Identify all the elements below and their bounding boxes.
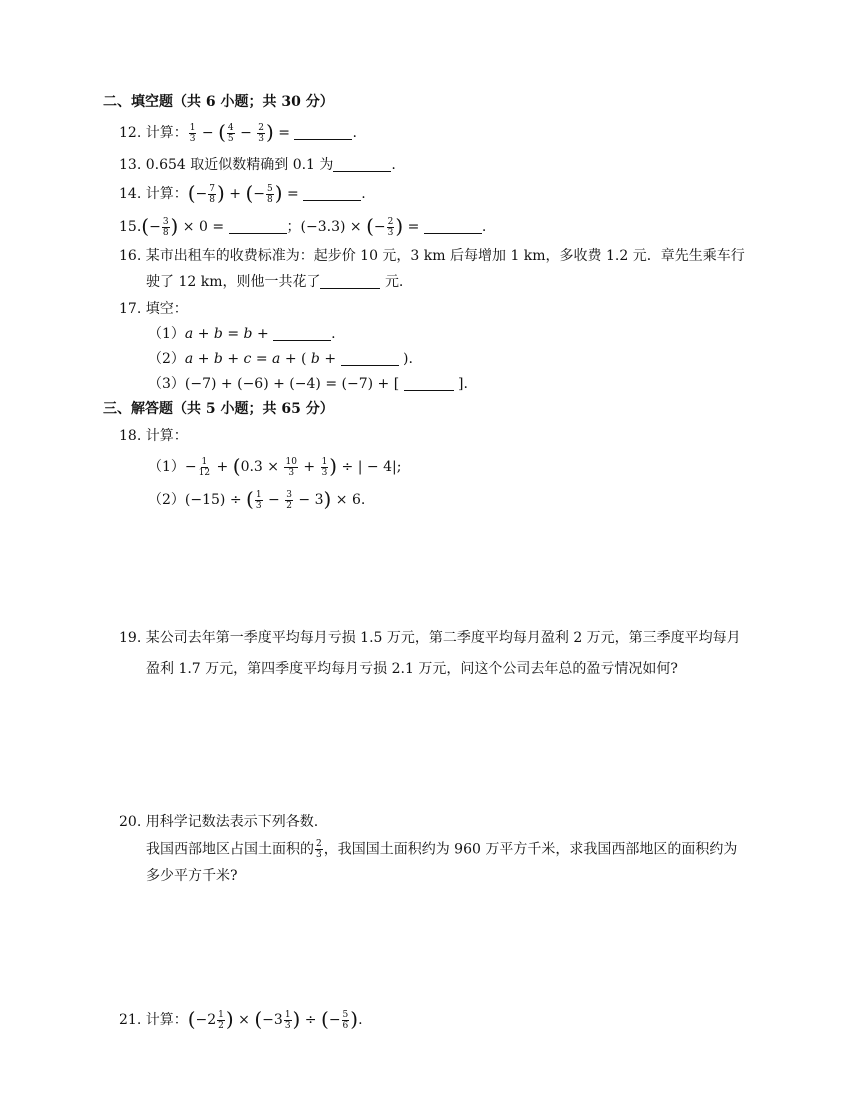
- section-heading-solve: 三、解答题（共 5 小题；共 65 分）: [103, 401, 334, 417]
- part-label: （2）: [148, 492, 185, 508]
- question-14-label: 14. 计算：: [119, 186, 188, 202]
- fraction: $\frac{3}{2}$: [286, 489, 292, 511]
- question-16-unit: 元.: [384, 274, 404, 290]
- fraction: $\frac{2}{3}$: [258, 122, 265, 144]
- fraction: $\frac{2}{3}$: [316, 839, 322, 860]
- fraction: $\frac{1}{2}$: [218, 1009, 224, 1031]
- question-12: 12. 计算： $\frac{1}{3}$ − ( $\frac{4}{5}$ − $\frac{2}{3}$ ) = .: [119, 120, 357, 144]
- question-20-text: 我国西部地区占国土面积的: [146, 841, 314, 858]
- question-21: 21. 计算：(−2 $\frac{1}{2}$ ) × (−3 $\frac{1}{3}$ ) ÷ (− $\frac{5}{6}$ ).: [119, 1007, 363, 1031]
- question-14: 14. 计算：(− $\frac{7}{8}$ ) + (− $\frac{5}{8}$ ) = .: [119, 181, 366, 205]
- question-13-text: 13. 0.654 取近似数精确到 0.1 为: [119, 157, 334, 173]
- period: .: [358, 1012, 363, 1028]
- question-15: 15.(− $\frac{3}{8}$ ) × 0 = ；(−3.3) × (− $\frac{2}{3}$ ) = .: [119, 214, 487, 238]
- question-18-part1: （1）− $\frac{1}{12}$ + (0.3 × $\frac{10}{3}$ + $\frac{1}{3}$ ) ÷ | − 4|;: [148, 454, 402, 478]
- answer-blank[interactable]: [320, 274, 380, 289]
- question-13: [119, 155, 396, 175]
- fraction: $\frac{1}{12}$: [198, 456, 211, 478]
- part-label: （1）: [148, 459, 185, 475]
- question-19-line1: 19. 某公司去年第一季度平均每月亏损 1.5 万元，第二季度平均每月盈利 2 万元，第三季度平均每月: [119, 630, 741, 646]
- question-20-text: ，我国国土面积约为 960 万平方千米，求我国西部地区的面积约为: [323, 841, 738, 858]
- answer-blank[interactable]: [341, 351, 399, 366]
- fraction: $\frac{1}{3}$: [255, 489, 262, 511]
- question-16-line2: [146, 272, 403, 292]
- period: .: [391, 157, 396, 173]
- question-17-part3: （3）(−7) + (−6) + (−4) = (−7) + [ ].: [148, 376, 468, 392]
- fraction: $\frac{2}{3}$: [387, 216, 394, 238]
- question-17-label: 17. 填空：: [119, 301, 188, 317]
- fraction: $\frac{5}{6}$: [342, 1009, 349, 1031]
- period: .: [352, 125, 357, 141]
- question-21-label: 21. 计算：: [119, 1012, 188, 1028]
- fraction: $\frac{4}{5}$: [227, 122, 234, 144]
- period: .: [361, 186, 366, 202]
- fraction: $\frac{1}{3}$: [189, 122, 196, 144]
- question-16-text: 驶了 12 km，则他一共花了: [146, 274, 321, 290]
- question-19-line2: 盈利 1.7 万元，第四季度平均每月亏损 2.1 万元，问这个公司去年总的盈亏情况如何?: [146, 661, 678, 677]
- fraction: $\frac{1}{3}$: [321, 456, 328, 478]
- period: .: [481, 219, 487, 235]
- question-17-part2: （2）a + b + c = a + ( b + ).: [148, 351, 413, 367]
- separator: ；: [286, 219, 301, 235]
- fraction: $\frac{1}{3}$: [284, 1009, 291, 1031]
- answer-blank[interactable]: [303, 186, 361, 201]
- part-label: （1）: [148, 326, 185, 342]
- answer-blank[interactable]: [229, 219, 287, 234]
- question-18-part2: （2）(−15) ÷ ( $\frac{1}{3}$ − $\frac{3}{2}$ − 3) × 6.: [148, 487, 366, 511]
- part-label: （3）: [148, 376, 185, 392]
- answer-blank[interactable]: [424, 219, 482, 234]
- section-heading-fill: 二、填空题（共 6 小题；共 30 分）: [103, 94, 334, 110]
- question-20-line2: [146, 839, 737, 860]
- fraction: $\frac{7}{8}$: [209, 183, 215, 205]
- answer-blank[interactable]: [333, 157, 391, 172]
- answer-blank[interactable]: [404, 376, 454, 391]
- answer-blank[interactable]: [273, 326, 331, 341]
- question-20-line3: 多少平方千米?: [146, 868, 238, 884]
- fraction: $\frac{5}{8}$: [267, 183, 273, 205]
- fraction: $\frac{3}{8}$: [162, 216, 169, 238]
- question-17-part1: （1）a + b = b + .: [148, 326, 336, 342]
- fraction: $\frac{10}{3}$: [285, 456, 297, 478]
- question-18-label: 18. 计算：: [119, 428, 188, 444]
- question-12-label: 12. 计算：: [119, 125, 188, 141]
- question-15-label: 15.: [119, 219, 142, 235]
- part-label: （2）: [148, 351, 185, 367]
- question-20-line1: 20. 用科学记数法表示下列各数.: [119, 814, 319, 830]
- question-16-line1: 16. 某市出租车的收费标准为：起步价 10 元，3 km 后每增加 1 km，多收费 1.2 元．章先生乘车行: [119, 248, 745, 264]
- answer-blank[interactable]: [294, 125, 352, 140]
